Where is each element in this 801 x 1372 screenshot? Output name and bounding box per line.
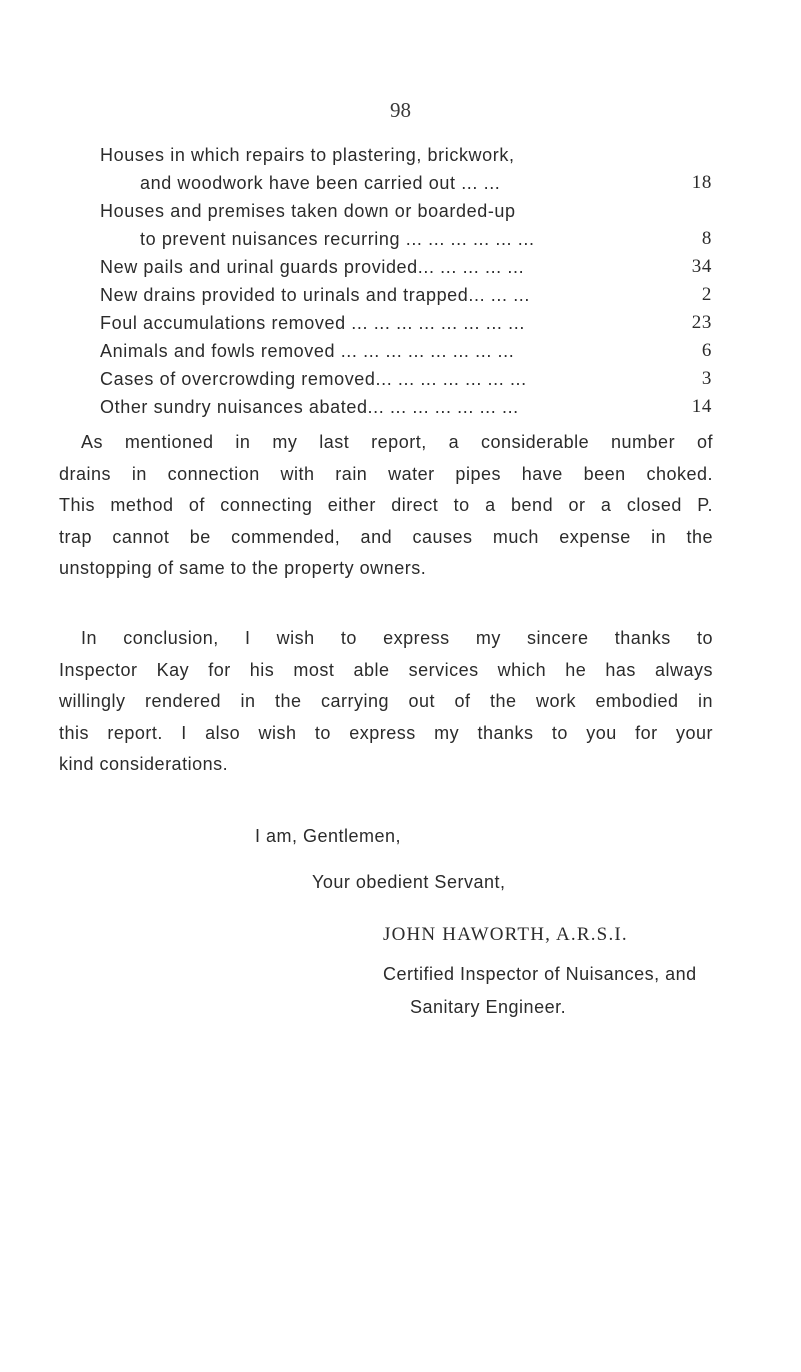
list-item-label: and woodwork have been carried out ... ... xyxy=(140,173,501,193)
list-item xyxy=(100,253,712,281)
paragraph-line: trap cannot be commended, and causes much expense in the xyxy=(59,526,713,547)
list-item xyxy=(100,225,712,253)
list-item xyxy=(100,309,712,337)
list-item-label: New pails and urinal guards provided... ... ... ... ... xyxy=(100,257,525,277)
list-item-label: Animals and fowls removed ... ... ... ... ... ... ... ... xyxy=(100,341,515,361)
paragraph-line: drains in connection with rain water pipes have been choked. xyxy=(59,463,713,484)
list-item-value: 6 xyxy=(701,340,712,361)
list-item xyxy=(100,337,712,365)
salutation: I am, Gentlemen, xyxy=(255,826,402,846)
paragraph-line: Inspector Kay for his most able services which he has always xyxy=(59,659,713,680)
paragraph-line: willingly rendered in the carrying out of the work embodied in xyxy=(59,691,713,711)
list-item-label: Foul accumulations removed ... ... ... ... ... ... ... ... xyxy=(100,313,525,333)
list-item xyxy=(100,281,712,309)
paragraph-line: In conclusion, I wish to express my sincere thanks to xyxy=(81,628,713,648)
list-item-value: 3 xyxy=(701,368,712,389)
list-item-label: Cases of overcrowding removed... ... ... ... ... ... ... xyxy=(100,369,527,389)
list-item-value: 23 xyxy=(691,312,712,333)
drains-paragraph xyxy=(59,427,713,585)
list-item-label: New drains provided to urinals and trapped... ... ... xyxy=(100,285,531,305)
list-item xyxy=(100,393,712,421)
list-item xyxy=(100,365,712,393)
signatory-title: Sanitary Engineer. xyxy=(410,997,567,1017)
list-item-value: 34 xyxy=(691,256,712,277)
paragraph-line: this report. I also wish to express my thanks to you for your xyxy=(59,722,713,743)
signatory-name: JOHN HAWORTH, A.R.S.I. xyxy=(383,924,628,945)
list-item-value: 8 xyxy=(701,228,712,249)
signatory-title: Certified Inspector of Nuisances, and xyxy=(383,964,697,984)
valediction: Your obedient Servant, xyxy=(312,872,506,892)
list-item xyxy=(100,169,712,197)
conclusion-paragraph xyxy=(59,623,713,781)
list-item-label: Houses in which repairs to plastering, brickwork, xyxy=(100,145,515,165)
list-item xyxy=(100,141,712,169)
paragraph-line: kind considerations. xyxy=(59,754,229,774)
list-item-label: Other sundry nuisances abated... ... ... ... ... ... ... xyxy=(100,397,519,417)
nuisance-summary-list xyxy=(100,141,712,421)
list-item-label: Houses and premises taken down or boarded-up xyxy=(100,201,516,221)
paragraph-line: As mentioned in my last report, a considerable number of xyxy=(81,432,713,452)
list-item xyxy=(100,197,712,225)
list-item-value: 2 xyxy=(701,284,712,305)
list-item-value: 18 xyxy=(691,172,712,193)
list-item-label: to prevent nuisances recurring ... ... ... ... ... ... xyxy=(140,229,535,249)
paragraph-line: This method of connecting either direct to a bend or a closed P. xyxy=(59,495,713,515)
list-item-value: 14 xyxy=(691,396,712,417)
page-number: 98 xyxy=(390,98,411,122)
paragraph-line: unstopping of same to the property owners. xyxy=(59,558,427,578)
